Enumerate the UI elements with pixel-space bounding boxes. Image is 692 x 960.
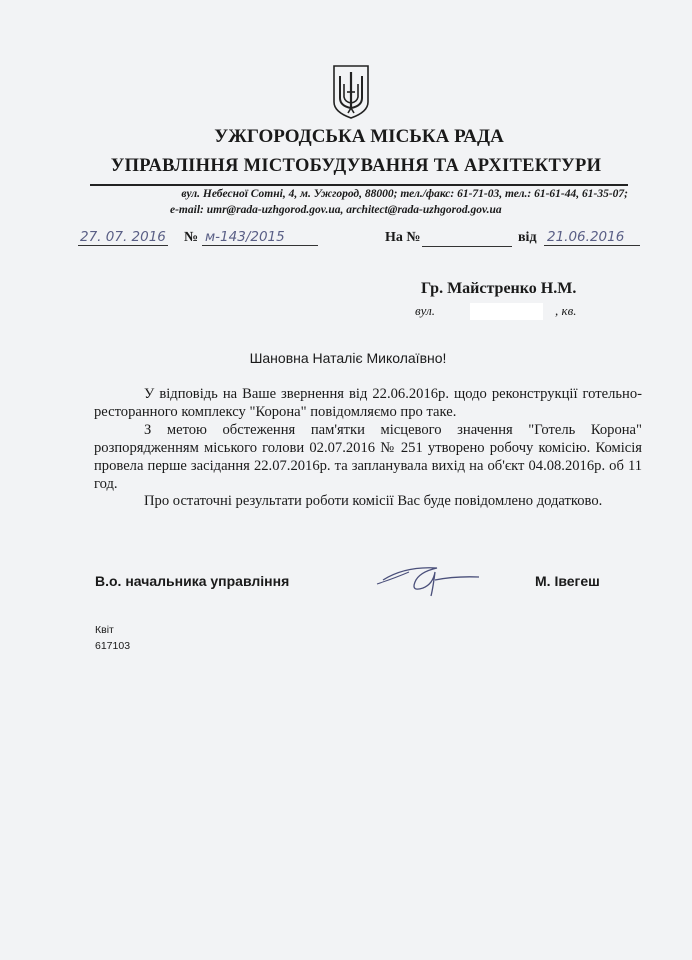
contact-address-phones: вул. Небесної Сотні, 4, м. Ужгород, 88000; тел./факс: 61-71-03, тел.: 61-61-44, 61-35-07; xyxy=(181,188,628,200)
outgoing-number: м-143/2015 xyxy=(202,229,318,246)
salutation: Шановна Наталіє Миколаївно! xyxy=(249,350,447,366)
letter-body xyxy=(94,386,642,511)
contact-details xyxy=(108,186,628,218)
paragraph-3: Про остаточні результати роботи комісії Вас буде повідомлено додатково. xyxy=(144,493,603,510)
paragraph-2: З метою обстеження пам'ятки місцевого значення "Готель Корона" розпорядженням міського голови 02.07.2016 № 251 утворено робочу комісію. Комісія провела перше засідання 22.07.2016р. та запланувала вихід на об'єкт 04.08.2016р. об 11 год. xyxy=(94,421,642,492)
executor-phone: 617103 xyxy=(95,640,131,652)
signatory-role: В.о. начальника управління xyxy=(95,573,290,589)
contact-emails: e-mail: umr@rada-uzhgorod.gov.ua, architect@rada-uzhgorod.gov.ua xyxy=(170,204,502,216)
number-label: № xyxy=(184,230,199,245)
executor-note xyxy=(95,622,130,654)
reply-date: 21.06.2016 xyxy=(544,229,640,246)
signatory-name: М. Івегеш xyxy=(535,573,600,589)
address-start: вул. xyxy=(415,303,435,318)
handwritten-signature-icon xyxy=(375,558,485,598)
trident-emblem-icon xyxy=(331,64,371,120)
address-end: , кв. xyxy=(554,303,577,318)
recipient-name: Гр. Майстренко Н.М. xyxy=(421,280,577,297)
executor-label: Квіт xyxy=(95,624,114,636)
department-name: УПРАВЛІННЯ МІСТОБУДУВАННЯ ТА АРХІТЕКТУРИ xyxy=(110,156,602,176)
reply-to-label: На № xyxy=(385,230,421,245)
reply-number-blank xyxy=(422,246,512,247)
date-label: від xyxy=(518,230,537,245)
paragraph-1: У відповідь на Ваше звернення від 22.06.2016р. щодо реконструкції готельно-ресторанного комплексу "Корона" повідомляємо про таке. xyxy=(94,386,642,420)
outgoing-date: 27. 07. 2016 xyxy=(80,229,166,245)
organization-name: УЖГОРОДСЬКА МІСЬКА РАДА xyxy=(214,126,504,147)
address-redaction xyxy=(470,303,543,320)
